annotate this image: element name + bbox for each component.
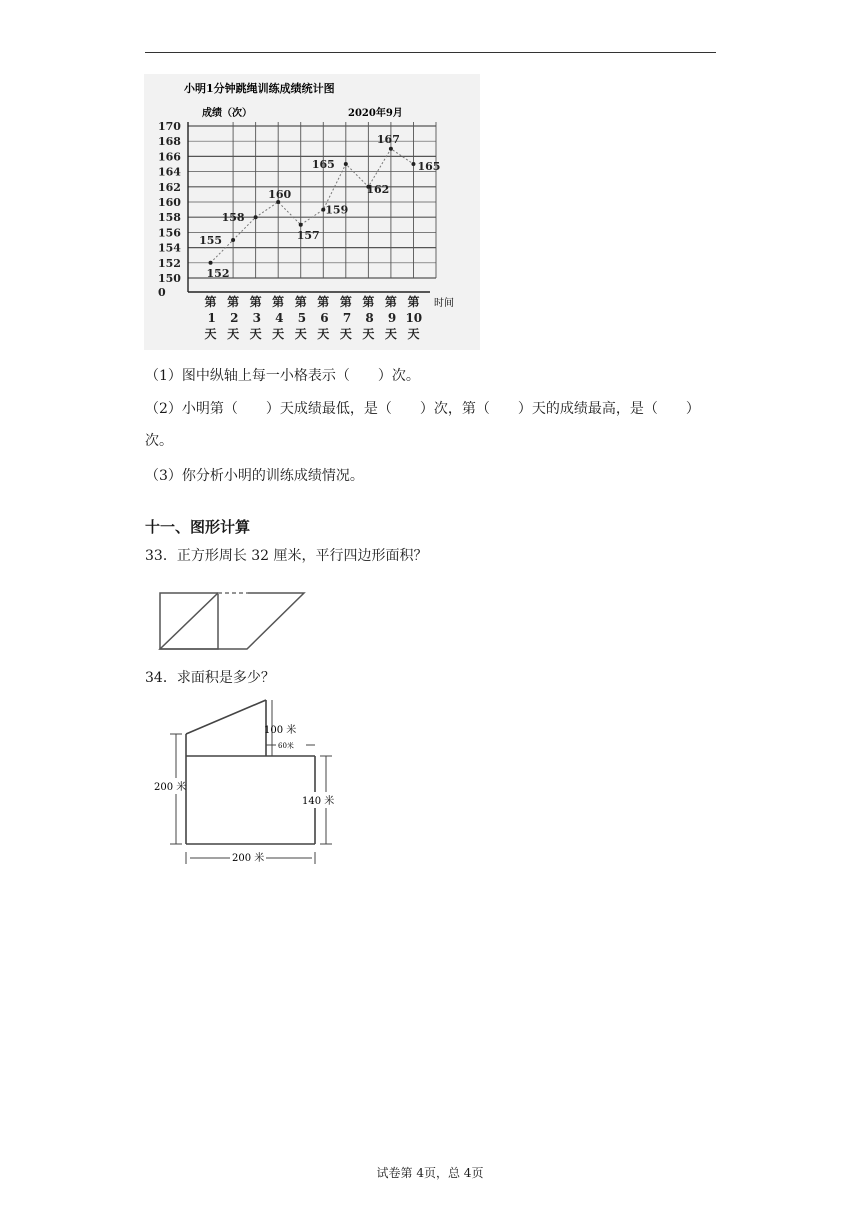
y-tick-label: 168	[158, 135, 181, 149]
x-tick-label: 7	[342, 311, 352, 325]
x-tick-label: 天	[384, 327, 397, 341]
data-label: 167	[376, 132, 400, 146]
y-tick-label: 166	[158, 150, 181, 164]
data-label: 165	[417, 160, 441, 173]
header-rule	[145, 52, 716, 53]
y-tick-label: 152	[158, 256, 181, 270]
x-tick-labels	[205, 294, 423, 341]
question-1: （1）图中纵轴上每一小格表示（ ）次。	[145, 368, 420, 384]
composite-shape-figure	[150, 698, 360, 870]
y-tick-label: 0	[158, 286, 166, 299]
x-tick-label: 天	[294, 327, 307, 341]
x-tick-label: 8	[365, 311, 374, 325]
x-tick-label: 天	[407, 327, 420, 341]
x-tick-label: 第	[339, 295, 352, 309]
x-tick-label: 第	[384, 295, 397, 309]
x-tick-label: 3	[252, 311, 261, 325]
x-tick-label: 天	[317, 327, 330, 341]
line-chart	[144, 74, 480, 350]
chart-date: 2020年9月	[348, 108, 403, 119]
x-tick-label: 1	[207, 311, 216, 325]
x-tick-label: 天	[362, 327, 375, 341]
data-label: 158	[221, 211, 245, 225]
data-point	[231, 238, 235, 242]
x-tick-label: 天	[204, 327, 217, 341]
x-tick-label: 天	[339, 327, 352, 341]
line-chart-figure	[144, 74, 480, 350]
x-tick-label: 第	[407, 295, 420, 309]
x-axis-label: 时间	[434, 298, 454, 309]
data-label: 165	[311, 158, 335, 171]
x-tick-label: 第	[272, 295, 285, 309]
chart-title: 小明1分钟跳绳训练成绩统计图	[184, 82, 335, 95]
data-point	[254, 215, 258, 219]
y-tick-label: 164	[158, 165, 181, 179]
data-point	[389, 147, 393, 151]
y-tick-label: 162	[158, 180, 181, 194]
x-tick-label: 第	[317, 295, 330, 309]
section-title: 十一、图形计算	[145, 518, 251, 536]
label-100: 100 米	[264, 725, 297, 736]
data-point	[299, 223, 303, 227]
x-tick-label: 天	[227, 327, 240, 341]
y-axis-label: 成绩（次）	[202, 108, 252, 119]
label-140: 140 米	[302, 796, 335, 807]
x-tick-label: 天	[272, 327, 285, 341]
x-tick-label: 6	[320, 311, 329, 325]
x-tick-label: 第	[249, 295, 262, 309]
y-tick-labels	[158, 120, 181, 299]
y-tick-label: 158	[158, 211, 181, 225]
x-tick-label: 第	[362, 295, 375, 309]
data-labels	[199, 133, 440, 280]
data-label: 157	[296, 228, 320, 242]
question-2	[145, 399, 717, 451]
x-tick-label: 10	[405, 311, 423, 325]
x-tick-label: 天	[249, 327, 262, 341]
x-tick-label: 2	[230, 311, 239, 325]
data-label: 160	[268, 188, 292, 201]
parallelogram-shape	[160, 593, 304, 649]
problem-34: 34．求面积是多少？	[145, 670, 275, 686]
x-tick-label: 4	[275, 311, 284, 325]
label-60: 60米	[278, 742, 294, 750]
label-200-bottom: 200 米	[232, 853, 265, 864]
data-point	[209, 261, 213, 265]
question-2-line-2: 次。	[145, 433, 173, 449]
data-label: 155	[199, 234, 223, 247]
x-tick-label: 第	[294, 295, 307, 309]
y-tick-label: 170	[158, 120, 181, 133]
data-label: 152	[206, 266, 230, 280]
label-200-left: 200 米	[154, 782, 187, 793]
data-point	[411, 162, 415, 166]
data-label: 159	[325, 203, 349, 217]
y-tick-label: 150	[158, 272, 181, 285]
y-tick-label: 154	[158, 241, 181, 255]
y-tick-label: 160	[158, 196, 181, 209]
question-2-line-1: （2）小明第（ ）天成绩最低，是（ ）次，第（ ）天的成绩最高，是（ ）	[145, 401, 700, 417]
problem-33: 33．正方形周长 32 厘米，平行四边形面积？	[145, 548, 428, 564]
x-tick-label: 第	[204, 295, 217, 309]
x-tick-label: 5	[297, 311, 307, 325]
x-tick-label: 第	[227, 295, 240, 309]
page-footer: 试卷第 4页，总 4页	[376, 1166, 484, 1180]
square-parallelogram-figure	[156, 585, 310, 653]
data-label: 162	[366, 182, 390, 196]
slanted-roof	[186, 700, 266, 734]
data-point	[344, 162, 348, 166]
question-3: （3）你分析小明的训练成绩情况。	[145, 468, 364, 484]
y-tick-label: 156	[158, 226, 181, 240]
x-tick-label: 9	[387, 311, 397, 325]
